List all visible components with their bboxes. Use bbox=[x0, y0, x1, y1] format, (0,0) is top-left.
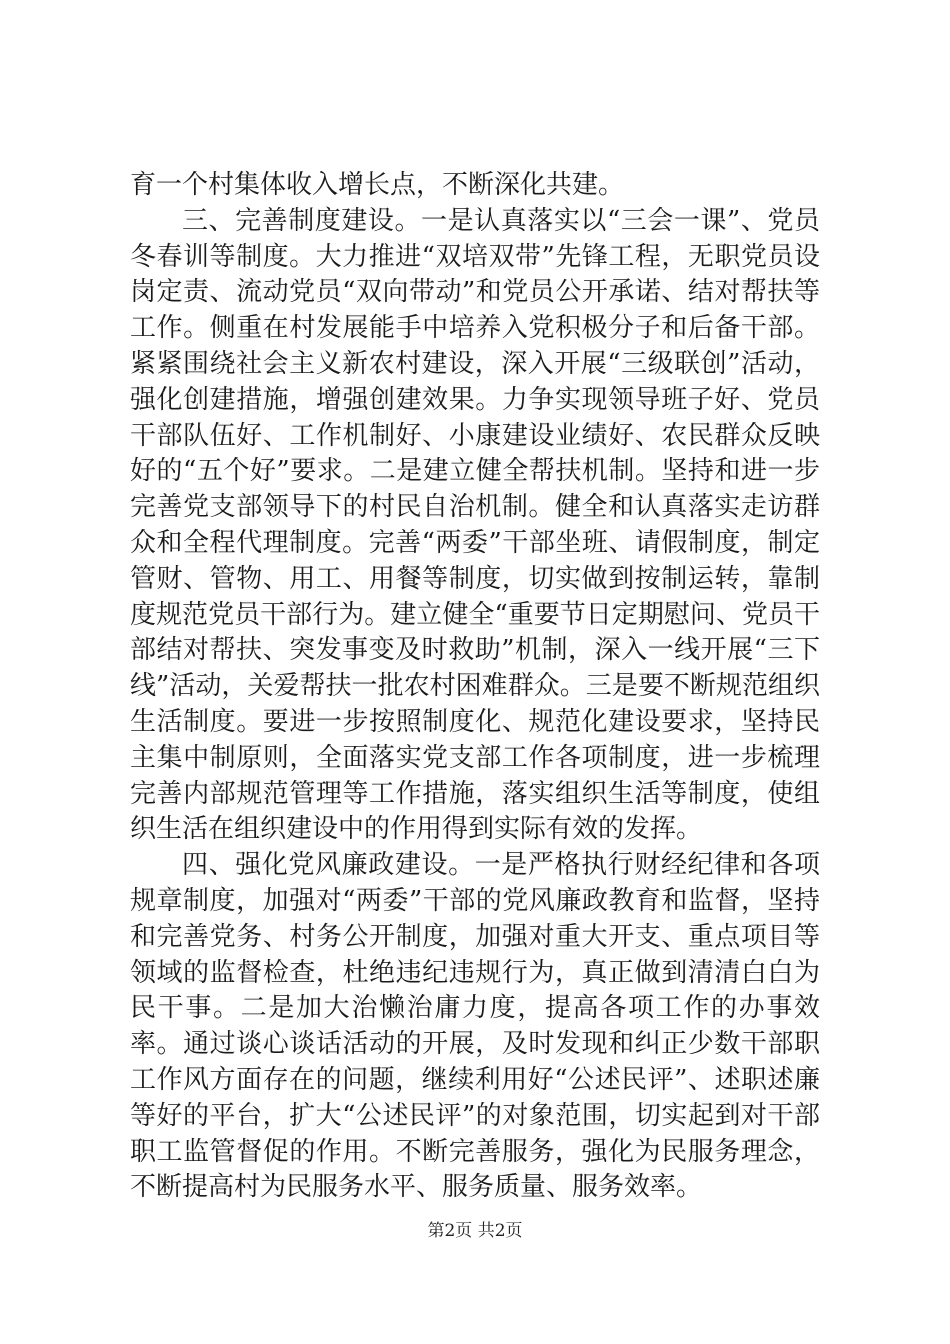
paragraph-continuation: 育一个村集体收入增长点，不断深化共建。 bbox=[130, 170, 625, 200]
document-body bbox=[130, 168, 820, 1206]
page-number-footer: 第2页 共2页 bbox=[427, 1221, 523, 1241]
paragraph-section-three: 三、完善制度建设。一是认真落实以“三会一课”、党员冬春训等制度。大力推进“双培双带”先锋工程，无职党员设岗定责、流动党员“双向带动”和党员公开承诺、结对帮扶等工作。侧重在村发展能手中培养入党积极分子和后备干部。紧紧围绕社会主义新农村建设，深入开展“三级联创”活动，强化创建措施，增强创建效果。力争实现领导班子好、党员干部队伍好、工作机制好、小康建设业绩好、农民群众反映好的“五个好”要求。二是建立健全帮扶机制。坚持和进一步完善党支部领导下的村民自治机制。健全和认真落实走访群众和全程代理制度。完善“两委”干部坐班、请假制度，制定管财、管物、用工、用餐等制度，切实做到按制运转，靠制度规范党员干部行为。建立健全“重要节日定期慰问、党员干部结对帮扶、突发事变及时救助”机制，深入一线开展“三下线”活动，关爱帮扶一批农村困难群众。三是要不断规范组织生活制度。要进一步按照制度化、规范化建设要求，坚持民主集中制原则，全面落实党支部工作各项制度，进一步梳理完善内部规范管理等工作措施，落实组织生活等制度，使组织生活在组织建设中的作用得到实际有效的发挥。 bbox=[130, 205, 820, 845]
paragraph-section-four: 四、强化党风廉政建设。一是严格执行财经纪律和各项规章制度，加强对“两委”干部的党风廉政教育和监督，坚持和完善党务、村务公开制度，加强对重大开支、重点项目等领域的监督检查，杜绝违纪违规行为，真正做到清清白白为民干事。二是加大治懒治庸力度，提高各项工作的办事效率。通过谈心谈话活动的开展，及时发现和纠正少数干部职工作风方面存在的问题，继续利用好“公述民评”、述职述廉等好的平台，扩大“公述民评”的对象范围，切实起到对干部职工监管督促的作用。不断完善服务，强化为民服务理念，不断提高村为民服务水平、服务质量、服务效率。 bbox=[130, 850, 820, 1203]
